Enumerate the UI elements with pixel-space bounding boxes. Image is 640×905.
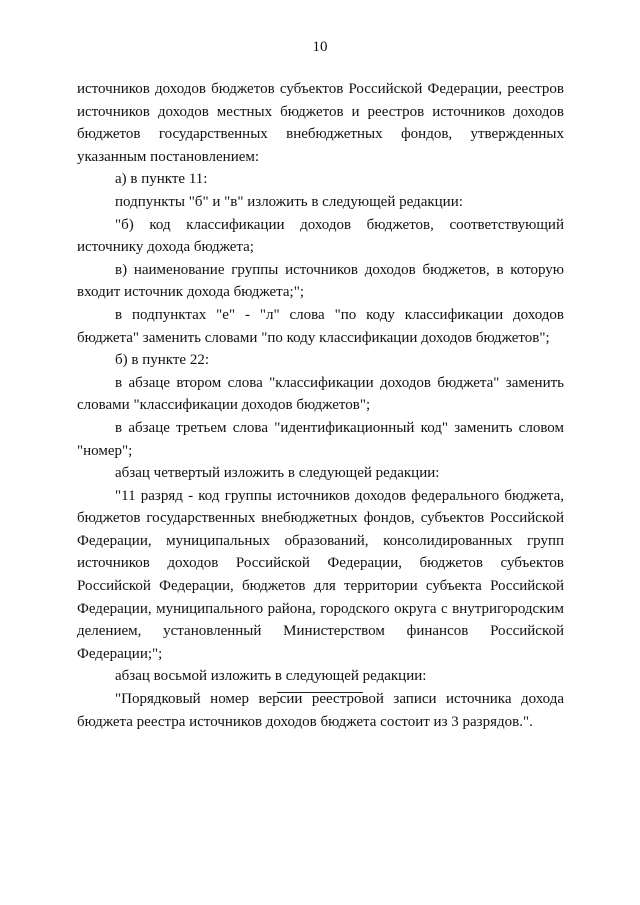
paragraph-quote-11-razryad: "11 разряд - код группы источников доходов федерального бюджета, бюджетов государственных внебюджетных фондов, субъектов Российской Федерации, муниципальных образований, консолидированных групп источников доходов Российской Федерации, бюджетов субъектов Российской Федерации, бюджетов для территории субъекта Российской Федерации, муниципального района, городского округа с внутригородским делением, установленный Министерством финансов Российской Федерации;"; [77, 487, 564, 662]
paragraph-quote-v: в) наименование группы источников доходов бюджетов, в которую входит источник дохода бюджета;"; [77, 261, 564, 301]
page-number: 10 [312, 39, 328, 55]
paragraph-subitems-e-l: в подпунктах "е" - "л" слова "по коду классификации доходов бюджета" заменить словами "по коду классификации доходов бюджетов"; [77, 306, 564, 346]
document-body [77, 78, 564, 733]
paragraph-quote-b: "б) код классификации доходов бюджетов, соответствующий источнику дохода бюджета; [77, 216, 564, 256]
paragraph-third-abzats: в абзаце третьем слова "идентификационный код" заменить словом "номер"; [77, 419, 564, 459]
paragraph-eighth-abzats: абзац восьмой изложить в следующей редакции: [115, 668, 427, 685]
paragraph-subitems-b-v: подпункты "б" и "в" изложить в следующей редакции: [115, 193, 463, 210]
paragraph-quote-poryadkovy-nomer: "Порядковый номер версии реестровой записи источника дохода бюджета реестра источников доходов бюджета состоит из 3 разрядов.". [77, 691, 564, 730]
paragraph-item-a: а) в пункте 11: [115, 171, 208, 188]
paragraph-fourth-abzats: абзац четвертый изложить в следующей редакции: [115, 465, 440, 482]
paragraph-continuation: источников доходов бюджетов субъектов Российской Федерации, реестров источников доходов местных бюджетов и реестров источников доходов бюджетов государственных внебюджетных фондов, утвержденных указанным постановлением: [77, 81, 564, 165]
paragraph-second-abzats: в абзаце втором слова "классификации доходов бюджета" заменить словами "классификации доходов бюджетов"; [77, 374, 564, 414]
paragraph-item-b: б) в пункте 22: [115, 352, 209, 369]
closing-rule [277, 692, 363, 693]
